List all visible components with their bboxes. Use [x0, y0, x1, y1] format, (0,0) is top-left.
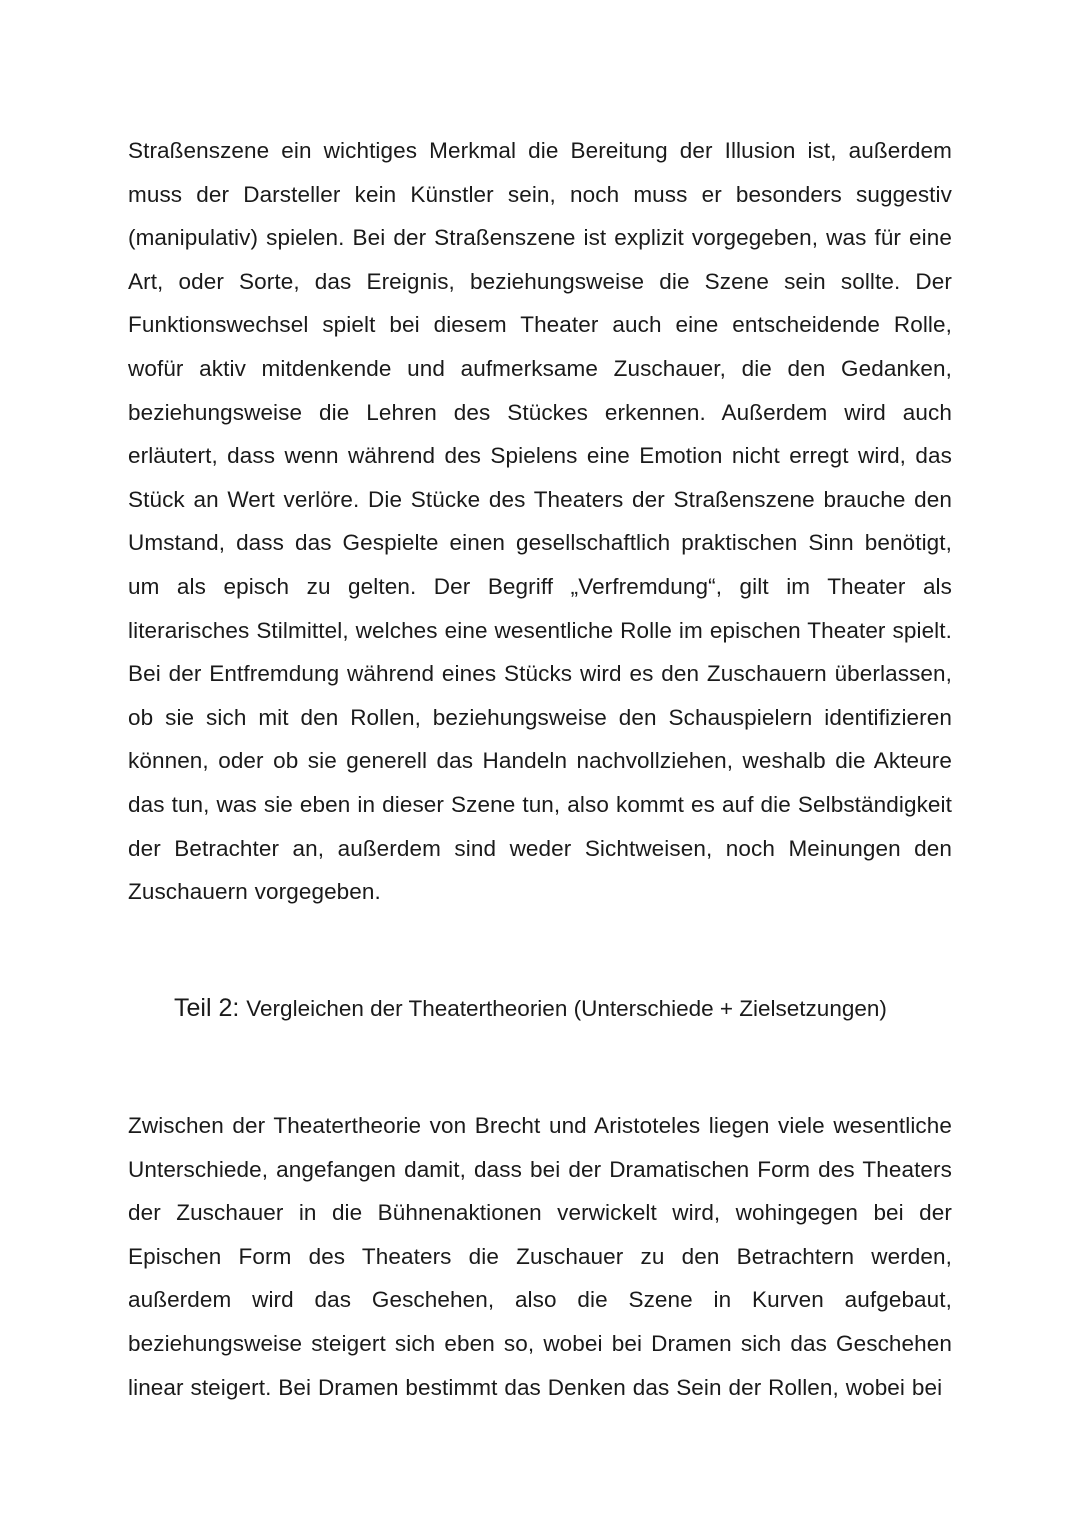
section-heading-separator: : [232, 994, 247, 1022]
section-heading-label: Teil 2 [174, 994, 233, 1022]
section-heading-text: Vergleichen der Theatertheorien (Unterschiede + Zielsetzungen) [246, 996, 887, 1021]
body-paragraph-2: Zwischen der Theatertheorie von Brecht und Aristoteles liegen viele wesentliche Unterschiede, angefangen damit, dass bei der Dramatischen Form des Theaters der Zuschauer in die Bühnenaktionen verwickelt wird, wohingegen bei der Epischen Form des Theaters die Zuschauer zu den Betrachtern werden, außerdem wird das Geschehen, also die Szene in Kurven aufgebaut, beziehungsweise steigert sich eben so, wobei bei Dramen sich das Geschehen linear steigert. Bei Dramen bestimmt das Denken das Sein der Rollen, wobei bei [128, 1113, 952, 1400]
body-paragraph-1: Straßenszene ein wichtiges Merkmal die Bereitung der Illusion ist, außerdem muss der Darsteller kein Künstler sein, noch muss er besonders suggestiv (manipulativ) spielen. Bei der Straßenszene ist explizit vorgegeben, was für eine Art, oder Sorte, das Ereignis, beziehungsweise die Szene sein sollte. Der Funktionswechsel spielt bei diesem Theater auch eine entscheidende Rolle, wofür aktiv mitdenkende und aufmerksame Zuschauer, die den Gedanken, beziehungsweise die Lehren des Stückes erkennen. Außerdem wird auch erläutert, dass wenn während des Spielens eine Emotion nicht erregt wird, das Stück an Wert verlöre. Die Stücke des Theaters der Straßenszene brauche den Umstand, dass das Gespielte einen gesellschaftlich praktischen Sinn benötigt, um als episch zu gelten. Der Begriff „Verfremdung“, gilt im Theater als literarisches Stilmittel, welches eine wesentliche Rolle im epischen Theater spielt. Bei der Entfremdung während eines Stücks wird es den Zuschauern überlassen, ob sie sich mit den Rollen, beziehungsweise den Schauspielern identifizieren können, oder ob sie generell das Handeln nachvollziehen, weshalb die Akteure das tun, was sie eben in dieser Szene tun, also kommt es auf die Selbständigkeit der Betrachter an, außerdem sind weder Sichtweisen, noch Meinungen den Zuschauern vorgegeben. [128, 138, 952, 905]
section-heading [174, 990, 994, 1027]
